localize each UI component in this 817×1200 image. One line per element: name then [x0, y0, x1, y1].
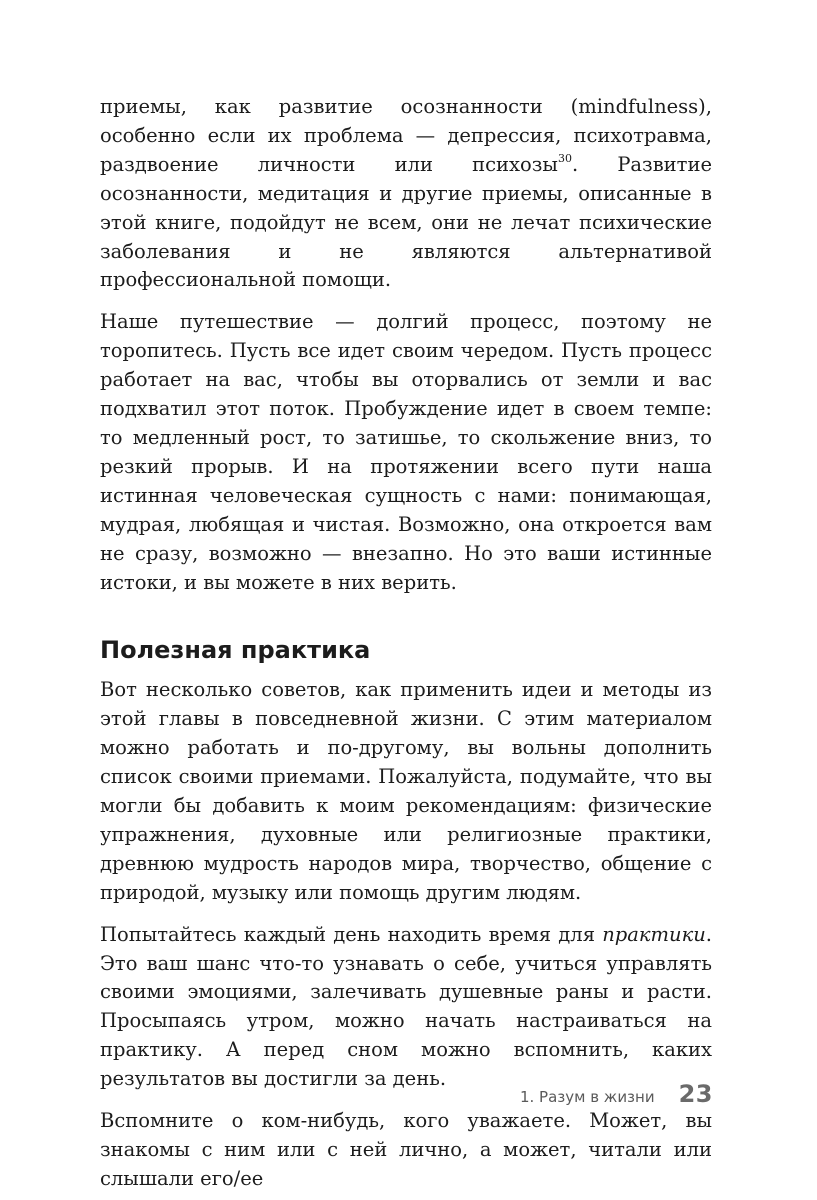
page-footer: [520, 1080, 713, 1108]
section-heading: Полезная практика: [100, 636, 371, 665]
paragraph-practice-text-continued: . Это ваш шанс что-то узнавать о себе, учиться управлять своими эмоциями, залечивать душевные раны и расти. Просыпаясь утром, можно начать настраиваться на практику. А перед сном можно вспомнить, каких результатов вы достигли за день.: [100, 922, 712, 1091]
emphasis-practice: практики: [602, 922, 706, 946]
footnote-ref-30[interactable]: 30: [557, 152, 572, 166]
paragraph-intro-text-continued: . Развитие осознанности, медитация и другие приемы, описанные в этой книге, подойдут не всем, они не лечат психические заболевания и не являются альтернативой профессиональной помощи.: [100, 152, 712, 292]
page-number: 23: [678, 1080, 713, 1108]
paragraph-practice-text: Попытайтесь каждый день находить время для: [100, 922, 603, 946]
paragraph-remember: Вспомните о ком-нибудь, кого уважаете. Может, вы знакомы с ним или с ней лично, а может, читали или слышали его/ее: [100, 1109, 712, 1190]
paragraph-intro: [100, 93, 712, 295]
paragraph-tips: Вот несколько советов, как применить идеи и методы из этой главы в повседневной жизни. С этим материалом можно работать и по-другому, вы вольны дополнить список своими приемами. Пожалуйста, подумайте, что вы могли бы добавить к моим рекомендациям: физические упражнения, духовные или религиозные практики, древнюю мудрость народов мира, творчество, общение с природой, музыку или помощь другим людям.: [100, 678, 712, 904]
paragraph-practice: [100, 921, 712, 1094]
page-body: [100, 93, 712, 1194]
paragraph-intro-text: приемы, как развитие осознанности (mindfulness), особенно если их проблема — депрессия, психотравма, раздвоение личности или психозы: [100, 95, 712, 176]
chapter-title: 1. Разум в жизни: [519, 1088, 655, 1106]
paragraph-journey: Наше путешествие — долгий процесс, поэтому не торопитесь. Пусть все идет своим чередом. Пусть процесс работает на вас, чтобы вы оторвались от земли и вас подхватил этот поток. Пробуждение идет в своем темпе: то медленный рост, то затишье, то скольжение вниз, то резкий прорыв. И на протяжении всего пути наша истинная человеческая сущность с нами: понимающая, мудрая, любящая и чистая. Возможно, она откроется вам не сразу, возможно — внезапно. Но это ваши истинные истоки, и вы можете в них верить.: [100, 310, 712, 594]
